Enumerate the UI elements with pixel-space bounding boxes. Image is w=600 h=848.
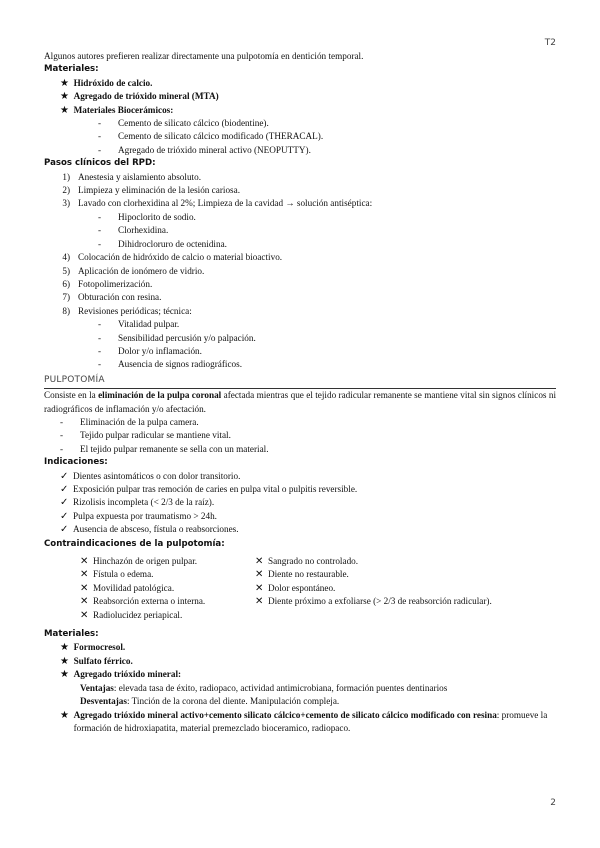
list-item: - Dihidrocloruro de octenidina.: [98, 238, 227, 249]
list-item: 5) Aplicación de ionómero de vidrio.: [62, 265, 205, 276]
cross-icon: ✕: [255, 556, 264, 568]
list-item: ★ Agregado trióxido mineral:: [60, 669, 182, 681]
contraindications-heading: Contraindicaciones de la pulpotomía:: [44, 538, 225, 549]
list-item: ✓ Rizolisis incompleta (< 2/3 de la raíz).: [60, 497, 215, 509]
materials-heading-2: Materiales:: [44, 629, 99, 640]
list-item: 3) Lavado con clorhexidina al 2%; Limpieza de la cavidad → solución antiséptica:: [62, 198, 373, 209]
star-icon: ★: [60, 655, 69, 667]
section-title-pulpotomia: PULPOTOMÍA: [44, 374, 556, 389]
cross-icon: ✕: [80, 569, 89, 581]
list-item: - Eliminación de la pulpa camera.: [60, 416, 199, 427]
list-item: - Ausencia de signos radiográficos.: [98, 359, 242, 370]
cross-icon: ✕: [80, 609, 89, 621]
indications-heading: Indicaciones:: [44, 457, 108, 468]
list-item: - Cemento de silicato cálcico (biodentine).: [98, 118, 269, 129]
list-item: ★ Sulfato férrico.: [60, 655, 133, 667]
contraindications-right: [255, 555, 555, 622]
list-item: ✓ Dientes asintomáticos o con dolor transitorio.: [60, 470, 241, 482]
list-item: ✓ Ausencia de absceso, fístula o reabsorciones.: [60, 524, 239, 536]
check-icon: ✓: [60, 497, 69, 509]
list-item: - El tejido pulpar remanente se sella con un material.: [60, 443, 269, 454]
cross-icon: ✕: [255, 582, 264, 594]
star-icon: ★: [60, 77, 69, 89]
list-item: ✕ Diente próximo a exfoliarse (> 2/3 de reabsorción radicular).: [255, 596, 492, 608]
materials-heading: Materiales:: [44, 64, 99, 75]
list-item: - Sensibilidad percusión y/o palpación.: [98, 332, 256, 343]
star-icon: ★: [60, 642, 69, 654]
check-icon: ✓: [60, 524, 69, 536]
definition-paragraph: Consiste en la eliminación de la pulpa coronal afectada mientras que el tejido radicular remanente se mantiene vital sin signos clínicos ni radiográficos de inflamación y/o afectación.: [44, 390, 557, 414]
contraindications-left: [44, 555, 255, 622]
list-item: - Dolor y/o inflamación.: [98, 345, 202, 356]
list-item: ✕ Fístula o edema.: [80, 569, 154, 581]
list-item: 8) Revisiones periódicas; técnica:: [62, 305, 192, 316]
check-icon: ✓: [60, 484, 69, 495]
list-item: ★ Agregado trióxido mineral activo+cemento silicato cálcico+cemento de silicato cálcico modificado con resina: promueve la formación de hidroxiapatita, material premezclado bioceramico, radiopaco.: [60, 709, 548, 733]
steps-heading: Pasos clínicos del RPD:: [44, 158, 156, 169]
cross-icon: ✕: [80, 556, 89, 568]
list-item: ★ Materiales Biocerámicos:: [60, 104, 174, 116]
star-icon: ★: [60, 669, 69, 681]
list-item: 2) Limpieza y eliminación de la lesión cariosa.: [62, 185, 240, 196]
list-item: 7) Obturación con resina.: [62, 292, 162, 303]
star-icon: ★: [60, 104, 69, 116]
page-number: 2: [550, 798, 556, 808]
list-item: - Cemento de silicato cálcico modificado (THERACAL).: [98, 131, 324, 142]
star-icon: ★: [60, 709, 69, 721]
list-item: ✕ Movilidad patológica.: [80, 582, 175, 594]
contraindications-grid: [44, 555, 556, 622]
list-item: - Clorhexidina.: [98, 225, 169, 236]
disadvantages-line: Desventajas: Tinción de la corona del diente. Manipulación compleja.: [80, 696, 340, 707]
list-item: ✕ Sangrado no controlado.: [255, 556, 359, 568]
cross-icon: ✕: [80, 582, 89, 594]
list-item: ✕ Diente no restaurable.: [255, 569, 349, 581]
page-header-code: T2: [544, 38, 556, 48]
star-icon: ★: [60, 91, 69, 103]
intro-text: Algunos autores prefieren realizar directamente una pulpotomía en dentición temporal.: [44, 51, 364, 61]
cross-icon: ✕: [80, 596, 89, 608]
list-item: - Tejido pulpar radicular se mantiene vital.: [60, 430, 231, 441]
check-icon: ✓: [60, 510, 69, 522]
cross-icon: ✕: [255, 569, 264, 581]
list-item: ★ Formocresol.: [60, 642, 126, 654]
list-item: ✕ Hinchazón de origen pulpar.: [80, 556, 198, 568]
list-item: 1) Anestesia y aislamiento absoluto.: [62, 171, 201, 182]
list-item: ✕ Radiolucidez periapical.: [80, 609, 183, 621]
list-item: - Agregado de trióxido mineral activo (NEOPUTTY).: [98, 144, 311, 155]
document-body: [44, 50, 556, 735]
check-icon: ✓: [60, 470, 69, 482]
list-item: 4) Colocación de hidróxido de calcio o material bioactivo.: [62, 252, 283, 263]
list-item: ✓ Exposición pulpar tras remoción de caries en pulpa vital o pulpitis reversible.: [60, 484, 358, 495]
list-item: 6) Fotopolimerización.: [62, 278, 153, 289]
advantages-line: Ventajas: elevada tasa de éxito, radiopaco, actividad antimicrobiana, formación puentes dentinarios: [80, 682, 448, 693]
list-item: ✕ Dolor espontáneo.: [255, 582, 336, 594]
list-item: ★ Hidróxido de calcio.: [60, 77, 153, 89]
list-item: - Hipoclorito de sodio.: [98, 211, 196, 222]
list-item: ★ Agregado de trióxido mineral (MTA): [60, 91, 219, 103]
list-item: - Vitalidad pulpar.: [98, 319, 180, 330]
list-item: ✕ Reabsorción externa o interna.: [80, 596, 206, 608]
cross-icon: ✕: [255, 596, 264, 608]
list-item: ✓ Pulpa expuesta por traumatismo > 24h.: [60, 510, 217, 522]
